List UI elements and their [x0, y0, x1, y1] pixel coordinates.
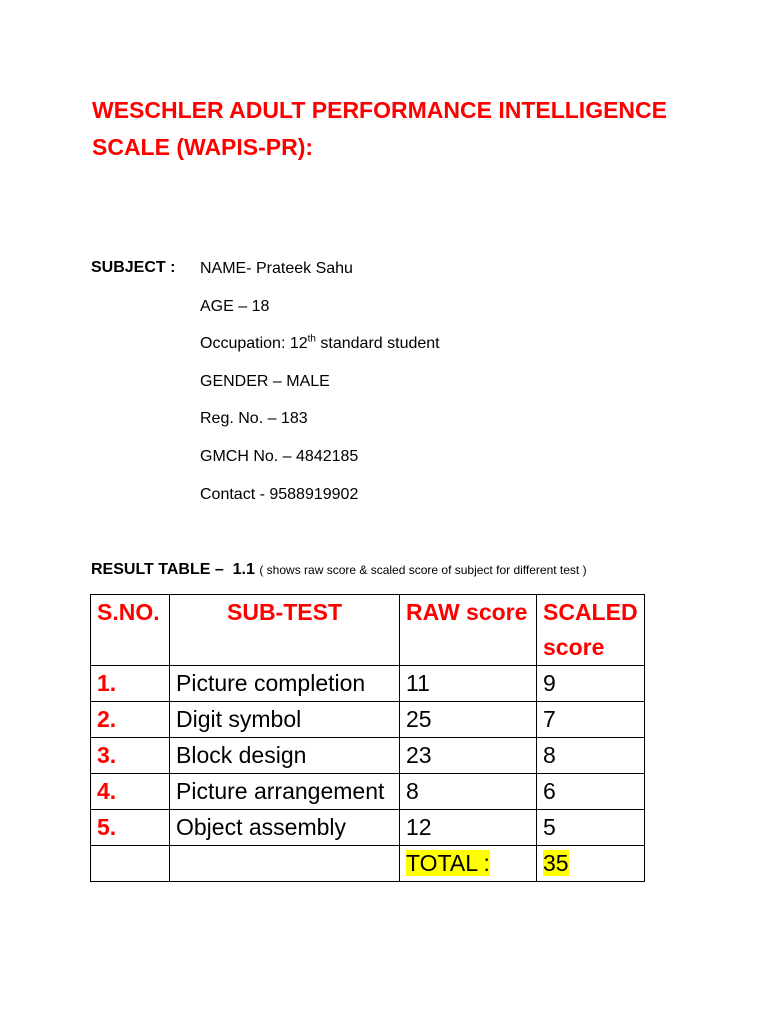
total-empty-cell [91, 846, 170, 882]
header-sno: S.NO. [91, 595, 170, 666]
subject-label: SUBJECT : [91, 259, 176, 276]
table-row [91, 738, 645, 774]
subject-contact: Contact - 9588919902 [200, 486, 359, 503]
row-raw: 12 [400, 810, 537, 846]
row-scaled: 7 [537, 702, 645, 738]
row-raw: 25 [400, 702, 537, 738]
total-value: 35 [543, 850, 569, 876]
row-scaled: 6 [537, 774, 645, 810]
total-empty-cell [170, 846, 400, 882]
table-row [91, 666, 645, 702]
result-table-label: RESULT TABLE – [91, 561, 224, 578]
table-total-row [91, 846, 645, 882]
row-scaled: 9 [537, 666, 645, 702]
subject-name: NAME- Prateek Sahu [200, 260, 353, 277]
table-row [91, 774, 645, 810]
subject-gmch-no: GMCH No. – 4842185 [200, 448, 359, 465]
total-label-cell [400, 846, 537, 882]
header-scaled-score: SCALED score [537, 595, 645, 666]
table-row [91, 810, 645, 846]
row-raw: 11 [400, 666, 537, 702]
occupation-suffix: standard student [315, 335, 440, 352]
total-label: TOTAL : [406, 850, 490, 876]
header-subtest: SUB-TEST [170, 595, 400, 666]
row-subtest: Digit symbol [170, 702, 400, 738]
subject-occupation [200, 334, 440, 354]
row-subtest: Object assembly [170, 810, 400, 846]
table-row [91, 702, 645, 738]
result-table-note: ( shows raw score & scaled score of subject for different test ) [259, 563, 587, 577]
subject-age: AGE – 18 [200, 298, 270, 315]
result-table-number: 1.1 [232, 561, 255, 578]
total-value-cell [537, 846, 645, 882]
row-sno: 3. [91, 738, 170, 774]
row-sno: 5. [91, 810, 170, 846]
row-sno: 4. [91, 774, 170, 810]
occupation-superscript: th [307, 333, 316, 345]
row-scaled: 8 [537, 738, 645, 774]
row-sno: 2. [91, 702, 170, 738]
row-scaled: 5 [537, 810, 645, 846]
occupation-prefix: Occupation: 12 [200, 335, 308, 352]
row-subtest: Picture completion [170, 666, 400, 702]
header-raw-score: RAW score [400, 595, 537, 666]
table-header-row [91, 595, 645, 666]
subject-gender: GENDER – MALE [200, 373, 330, 390]
result-table-caption [91, 561, 587, 579]
row-raw: 8 [400, 774, 537, 810]
row-subtest: Block design [170, 738, 400, 774]
row-sno: 1. [91, 666, 170, 702]
subject-reg-no: Reg. No. – 183 [200, 410, 308, 427]
document-title: WESCHLER ADULT PERFORMANCE INTELLIGENCE SCALE (WAPIS-PR): [92, 97, 667, 160]
results-table [90, 594, 645, 882]
row-subtest: Picture arrangement [170, 774, 400, 810]
row-raw: 23 [400, 738, 537, 774]
